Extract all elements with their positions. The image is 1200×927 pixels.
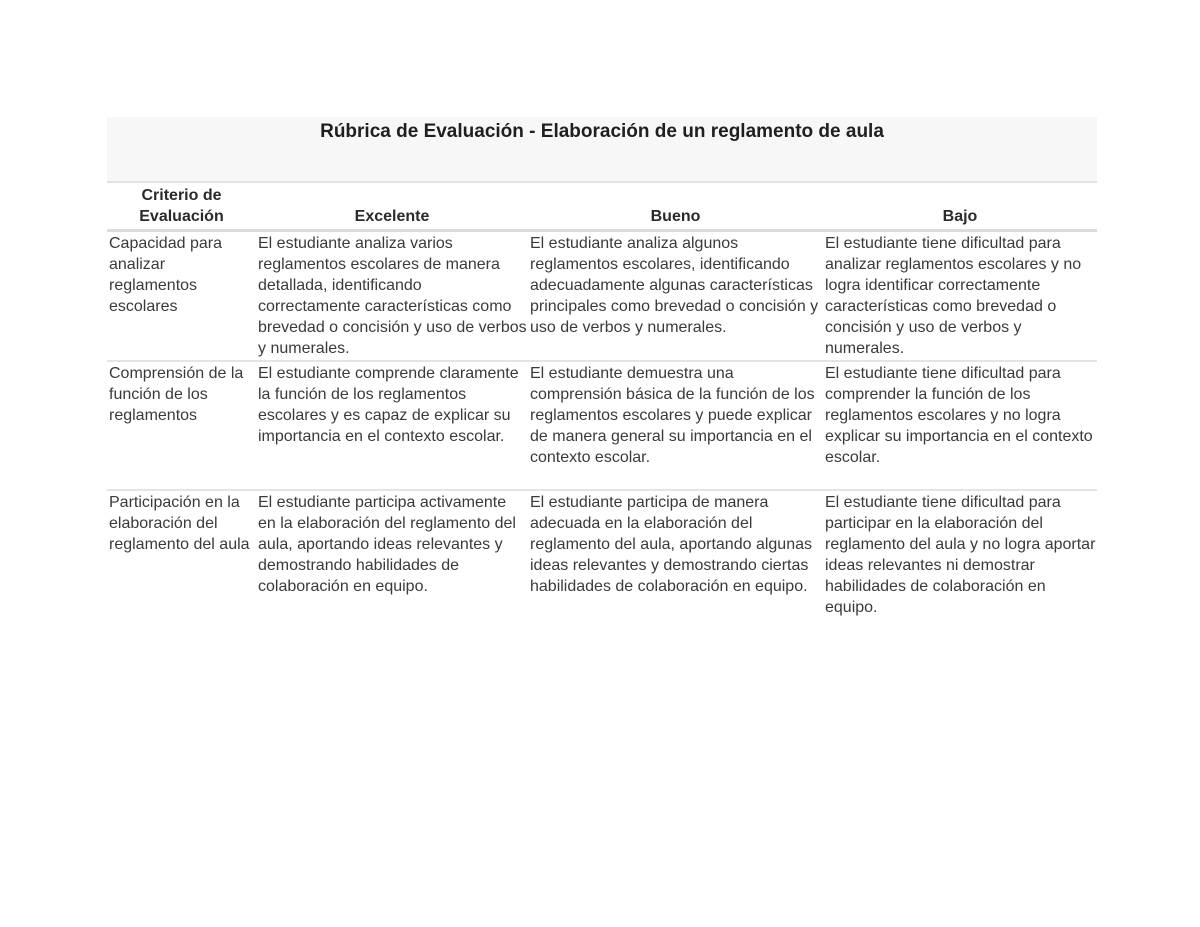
excelente-cell: El estudiante participa activamente en la elaboración del reglamento del aula, aportando ideas relevantes y demostrando habilidades de colaboración en equipo. — [258, 494, 516, 595]
criterion-cell: Comprensión de la función de los reglamentos — [107, 361, 256, 490]
header-excelente: Excelente — [256, 183, 528, 231]
header-bueno: Bueno — [528, 183, 823, 231]
bajo-cell: El estudiante tiene dificultad para comprender la función de los reglamentos escolares y no logra explicar su importancia en el contexto escolar. — [823, 361, 1097, 490]
excelente-cell: El estudiante analiza varios reglamentos escolares de manera detallada, identificando correctamente características como brevedad o concisión y uso de verbos y numerales. — [256, 231, 528, 362]
criterion-cell: Capacidad para analizar reglamentos escolares — [107, 231, 256, 362]
table-row — [107, 231, 1097, 362]
header-bajo: Bajo — [823, 183, 1097, 231]
excelente-cell: El estudiante comprende claramente la función de los reglamentos escolares y es capaz de explicar su importancia en el contexto escolar. — [256, 361, 528, 490]
header-criterion: Criterio de Evaluación — [107, 183, 256, 231]
table-row — [107, 490, 1097, 619]
bueno-cell: El estudiante demuestra una comprensión básica de la función de los reglamentos escolares y puede explicar de manera general su importancia en el contexto escolar. — [528, 361, 823, 490]
header-row — [107, 183, 1097, 231]
title-bar — [107, 117, 1097, 183]
bajo-cell: El estudiante tiene dificultad para participar en la elaboración del reglamento del aula y no logra aportar ideas relevantes ni demostrar habilidades de colaboración en equipo. — [825, 494, 1096, 616]
page-title: Rúbrica de Evaluación - Elaboración de un reglamento de aula — [320, 121, 884, 142]
rubric-container — [107, 117, 1097, 619]
bueno-cell: El estudiante participa de manera adecuada en la elaboración del reglamento del aula, aportando algunas ideas relevantes y demostrando ciertas habilidades de colaboración en equipo. — [530, 494, 812, 595]
table-row — [107, 361, 1097, 490]
rubric-table — [107, 183, 1097, 619]
bueno-cell: El estudiante analiza algunos reglamentos escolares, identificando adecuadamente algunas características principales como brevedad o concisión y uso de verbos y numerales. — [528, 231, 823, 362]
criterion-cell: Participación en la elaboración del reglamento del aula — [109, 494, 250, 553]
bajo-cell: El estudiante tiene dificultad para analizar reglamentos escolares y no logra identificar correctamente características como brevedad o concisión y uso de verbos y numerales. — [823, 231, 1097, 362]
